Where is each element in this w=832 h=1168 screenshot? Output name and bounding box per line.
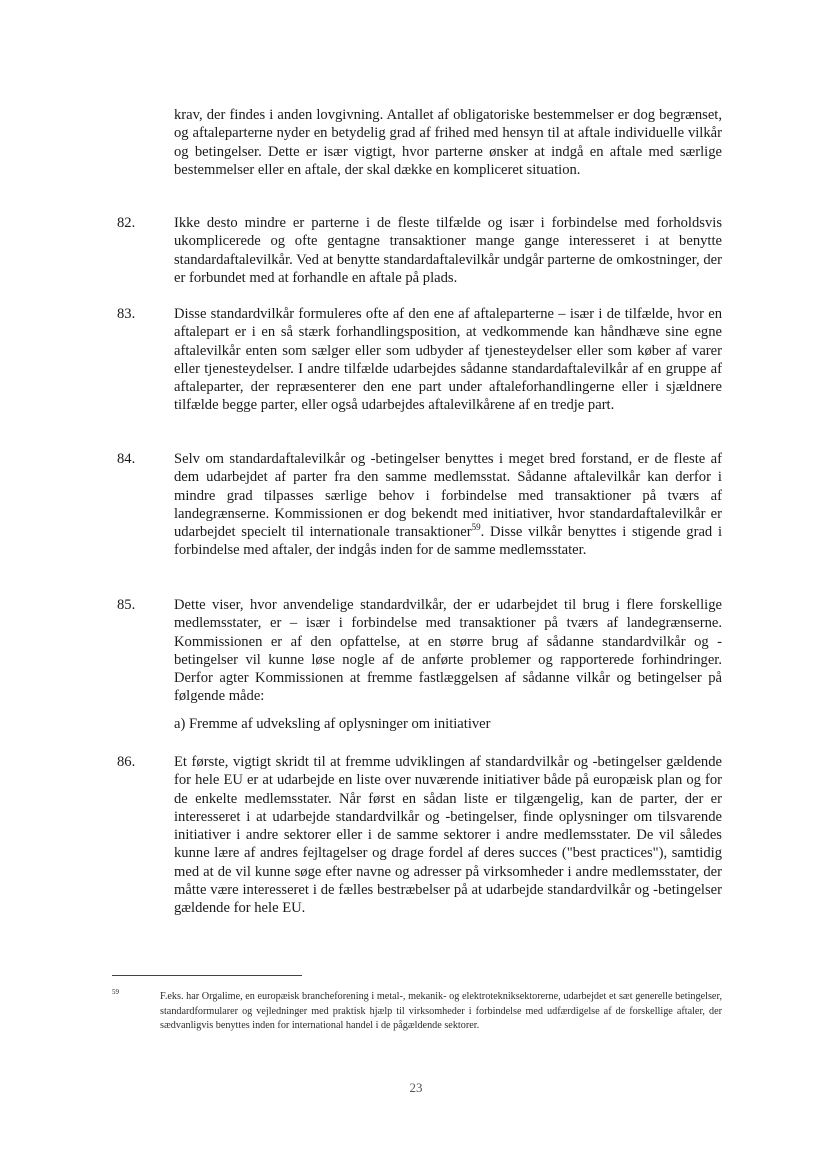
paragraph-85 [117,596,722,706]
paragraph-text: Dette viser, hvor anvendelige standardvilkår, der er udarbejdet til brug i flere forskellige medlemsstater, er – især i forbindelse med transaktioner på tværs af landegrænserne. Kommissionen er af den opfattelse, at en større brug af sådanne standardvilkår og -betingelser vil kunne løse nogle af de anførte problemer og rapporterede forhindringer. Derfor agter Kommissionen at fremme fastlæggelsen af sådanne vilkår og betingelser på følgende måde: [174,597,722,705]
paragraph-86 [117,753,722,918]
footnote-mark: 59 [112,988,119,996]
paragraph-text: Et første, vigtigt skridt til at fremme udviklingen af standardvilkår og -betingelser gældende for hele EU er at udarbejde en liste over nuværende initiativer både på europæisk plan og for de enkelte medlemsstater. Når først en sådan liste er tilgængelig, kan de parter, der er interesseret i at udarbejde standardvilkår og -betingelser, finde oplysninger om tilsvarende initiativer i andre sektorer eller i de samme sektorer i andre medlemsstater. De vil således kunne lære af andres fejltagelser og drage fordel af deres succes ("best practices"), samtidig med at de vil kunne søge efter navne og adresser på virksomheder i andre medlemsstater, der måtte være interesseret i de fælles bestræbelser på at udarbejde standardvilkår og -betingelser gældende for hele EU. [174,754,722,917]
footnote-divider [112,975,302,976]
paragraph-number: 85. [117,597,136,613]
page-number: 23 [409,1080,423,1095]
paragraph-number: 86. [117,754,136,770]
footnote-text: F.eks. har Orgalime, en europæisk brancheforening i metal-, mekanik- og elektrotekniksektorerne, udarbejdet et sæt generelle betingelser, standardformularer og vejledninger med praktisk hjælp til virksomheder i forbindelse med udfærdigelse af de forskellige aftaler, der sædvanligvis benyttes inden for international handel i de pågældende sektorer. [160,991,722,1032]
paragraph-text [174,450,722,560]
paragraph-text-part: Selv om standardaftalevilkår og -betingelser benyttes i meget bred forstand, er de fleste af dem udarbejdet af parter fra den samme medlemsstat. Sådanne aftalevilkår kan derfor i mindre grad tilpasses særlige behov i forbindelse med transaktioner på tværs af landegrænserne. Kommissionen er dog bekendt med initiativer, hvor standardaftalevilkår er udarbejdet specielt til internationale transaktioner [174,451,722,541]
paragraph-number: 83. [117,306,136,322]
section-subheading: a) Fremme af udveksling af oplysninger om initiativer [174,716,491,732]
paragraph-number: 84. [117,451,136,467]
paragraph-text: Ikke desto mindre er parterne i de fleste tilfælde og især i forbindelse med forholdsvis ukomplicerede og ofte gentagne transaktioner mange gange interesseret i at benytte standardaftalevilkår. Ved at benytte standardaftalevilkår undgår parterne de omkostninger, der er forbundet med at forhandle en aftale på plads. [174,215,722,286]
paragraph-82 [117,214,722,287]
intro-paragraph: krav, der findes i anden lovgivning. Antallet af obligatoriske bestemmelser er dog begrænset, og aftaleparterne nyder en betydelig grad af frihed med hensyn til at aftale individuelle vilkår og betingelser. Dette er især vigtigt, hvor parterne ønsker at indgå en aftale med særlige bestemmelser eller en aftale, der skal dække en kompliceret situation. [174,107,722,178]
footnote [112,990,722,1034]
paragraph-number: 82. [117,215,136,231]
paragraph-text-part: . Disse vilkår benyttes i stigende grad i forbindelse med aftaler, der indgås inden for de samme medlemsstater. [174,524,722,559]
footnote-reference[interactable]: 59 [471,522,481,533]
paragraph-text: Disse standardvilkår formuleres ofte af den ene af aftaleparterne – især i de tilfælde, hvor en aftalepart er i en så stærk forhandlingsposition, at vedkommende kan håndhæve sine egne aftalevilkår enten som sælger eller som udbyder af tjenesteydelser eller som køber af varer eller tjenesteydelser. I andre tilfælde udarbejdes sådanne standardaftalevilkår af en gruppe af aftaleparter, der repræsenterer den ene part under aftaleforhandlingerne eller i sjældnere tilfælde begge parter, eller også udarbejdes aftalevilkårene af en tredje part. [174,306,722,414]
paragraph-83 [117,305,722,415]
paragraph-84 [117,450,722,560]
